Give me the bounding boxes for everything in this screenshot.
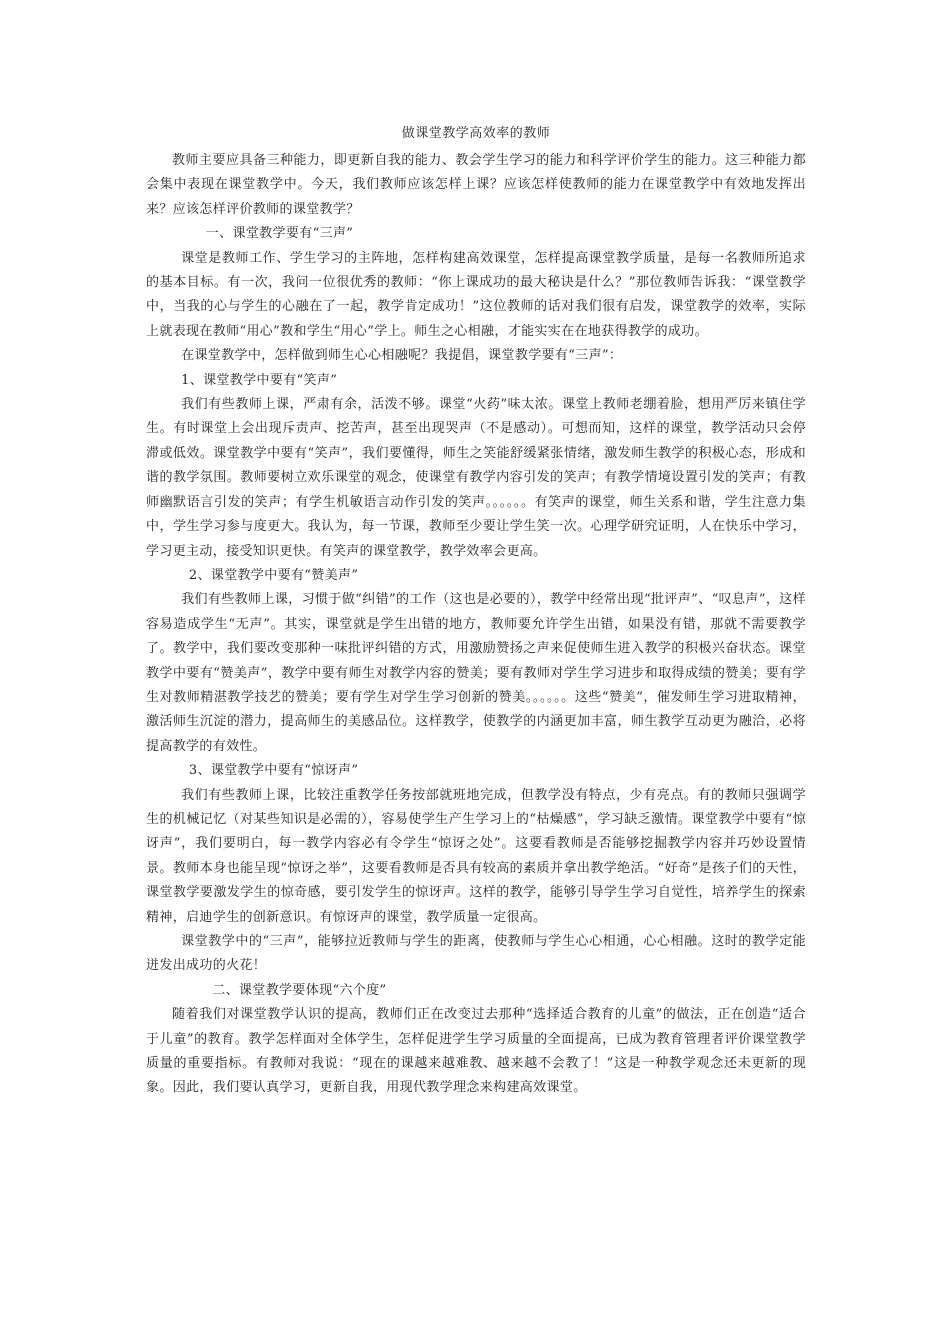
body-paragraph: 我们有些教师上课，比较注重教学任务按部就班地完成，但教学没有特点，少有亮点。有的教师只强调学生的机械记忆（对某些知识是必需的），容易使学生产生学习上的“枯燥感”，学习缺乏激情。课堂教学中要有“惊讶声”，我们要明白，每一教学内容必有令学生“惊讶之处”。这要看教师是否能够挖掘教学内容并巧妙设置情景。教师本身也能呈现“惊讶之举”，这要看教师是否具有较高的素质并拿出教学绝活。“好奇”是孩子们的天性，课堂教学要激发学生的惊奇感，要引发学生的惊讶声。这样的教学，能够引导学生学习自觉性，培养学生的探索精神，启迪学生的创新意识。有惊讶声的课堂，教学质量一定很高。 [146, 787, 806, 925]
document-title: 做课堂教学高效率的教师 [401, 126, 551, 141]
body-paragraph: 课堂教学中的“三声”，能够拉近教师与学生的距离，使教师与学生心心相通，心心相融。这时的教学定能迸发出成功的火花！ [146, 934, 806, 974]
subsection-heading-1: 1、课堂教学中要有“笑声” [181, 372, 338, 388]
subsection-heading-3: 3、课堂教学中要有“惊讶声” [188, 763, 359, 779]
body-paragraph: 在课堂教学中，怎样做到师生心心相融呢？我提倡，课堂教学要有“三声”： [181, 348, 623, 364]
subsection-heading-2: 2、课堂教学中要有“赞美声” [188, 567, 359, 583]
body-paragraph: 课堂是教师工作、学生学习的主阵地，怎样构建高效课堂，怎样提高课堂教学质量，是每一名教师所追求的基本目标。有一次，我问一位很优秀的教师：“你上课成功的最大秘诀是什么？”那位教师告诉我：“课堂教学中，当我的心与学生的心融在了一起，教学肯定成功！”这位教师的话对我们很有启发，课堂教学的效率，实际上就表现在教师“用心”教和学生“用心”学上。师生之心相融，才能实实在在地获得教学的成功。 [146, 250, 806, 339]
body-paragraph: 我们有些教师上课，严肃有余，活泼不够。课堂“火药”味太浓。课堂上教师老绷着脸，想用严厉来镇住学生。有时课堂上会出现斥责声、挖苦声，甚至出现哭声（不是感动）。可想而知，这样的课堂，教学活动只会停滞或低效。课堂教学中要有“笑声”，我们要懂得，师生之笑能舒缓紧张情绪，激发师生教学的积极心态，形成和谐的教学氛围。教师要树立欢乐课堂的观念，使课堂有教学内容引发的笑声；有教学情境设置引发的笑声；有教师幽默语言引发的笑声；有学生机敏语言动作引发的笑声。。。。。。有笑声的课堂，师生关系和谐，学生注意力集中，学生学习参与度更大。我认为，每一节课，教师至少要让学生笑一次。心理学研究证明，人在快乐中学习，学习更主动，接受知识更快。有笑声的课堂教学，教学效率会更高。 [146, 397, 806, 559]
body-paragraph: 随着我们对课堂教学认识的提高，教师们正在改变过去那种“选择适合教育的儿童”的做法，正在创造“适合于儿童”的教育。教学怎样面对全体学生，怎样促进学生学习质量的全面提高，已成为教育管理者评价课堂教学质量的重要指标。有教师对我说：“现在的课越来越难教、越来越不会教了！”这是一种教学观念还未更新的现象。因此，我们要认真学习，更新自我，用现代教学理念来构建高效课堂。 [146, 1007, 806, 1096]
section-heading-1: 一、课堂教学要有“三声” [205, 226, 354, 242]
intro-paragraph: 教师主要应具备三种能力，即更新自我的能力、教会学生学习的能力和科学评价学生的能力。这三种能力都会集中表现在课堂教学中。今天，我们教师应该怎样上课？应该怎样使教师的能力在课堂教学中有效地发挥出来？应该怎样评价教师的课堂教学？ [146, 153, 806, 217]
section-heading-2: 二、课堂教学要体现“六个度” [212, 982, 387, 998]
body-paragraph: 我们有些教师上课，习惯于做“纠错”的工作（这也是必要的），教学中经常出现“批评声”、“叹息声”，这样容易造成学生“无声”。其实，课堂就是学生出错的地方，教师要允许学生出错，如果没有错，那就不需要教学了。教学中，我们要改变那种一味批评纠错的方式，用激励赞扬之声来促使师生进入教学的积极兴奋状态。课堂教学中要有“赞美声”，教学中要有师生对教学内容的赞美；要有教师对学生学习进步和取得成绩的赞美；要有学生对教师精湛教学技艺的赞美；要有学生对学生学习创新的赞美。。。。。。这些“赞美”，催发师生学习进取精神，激活师生沉淀的潜力，提高师生的美感品位。这样教学，使教学的内涵更加丰富，师生教学互动更为融洽，必将提高教学的有效性。 [146, 592, 806, 754]
document-body [146, 125, 806, 1101]
